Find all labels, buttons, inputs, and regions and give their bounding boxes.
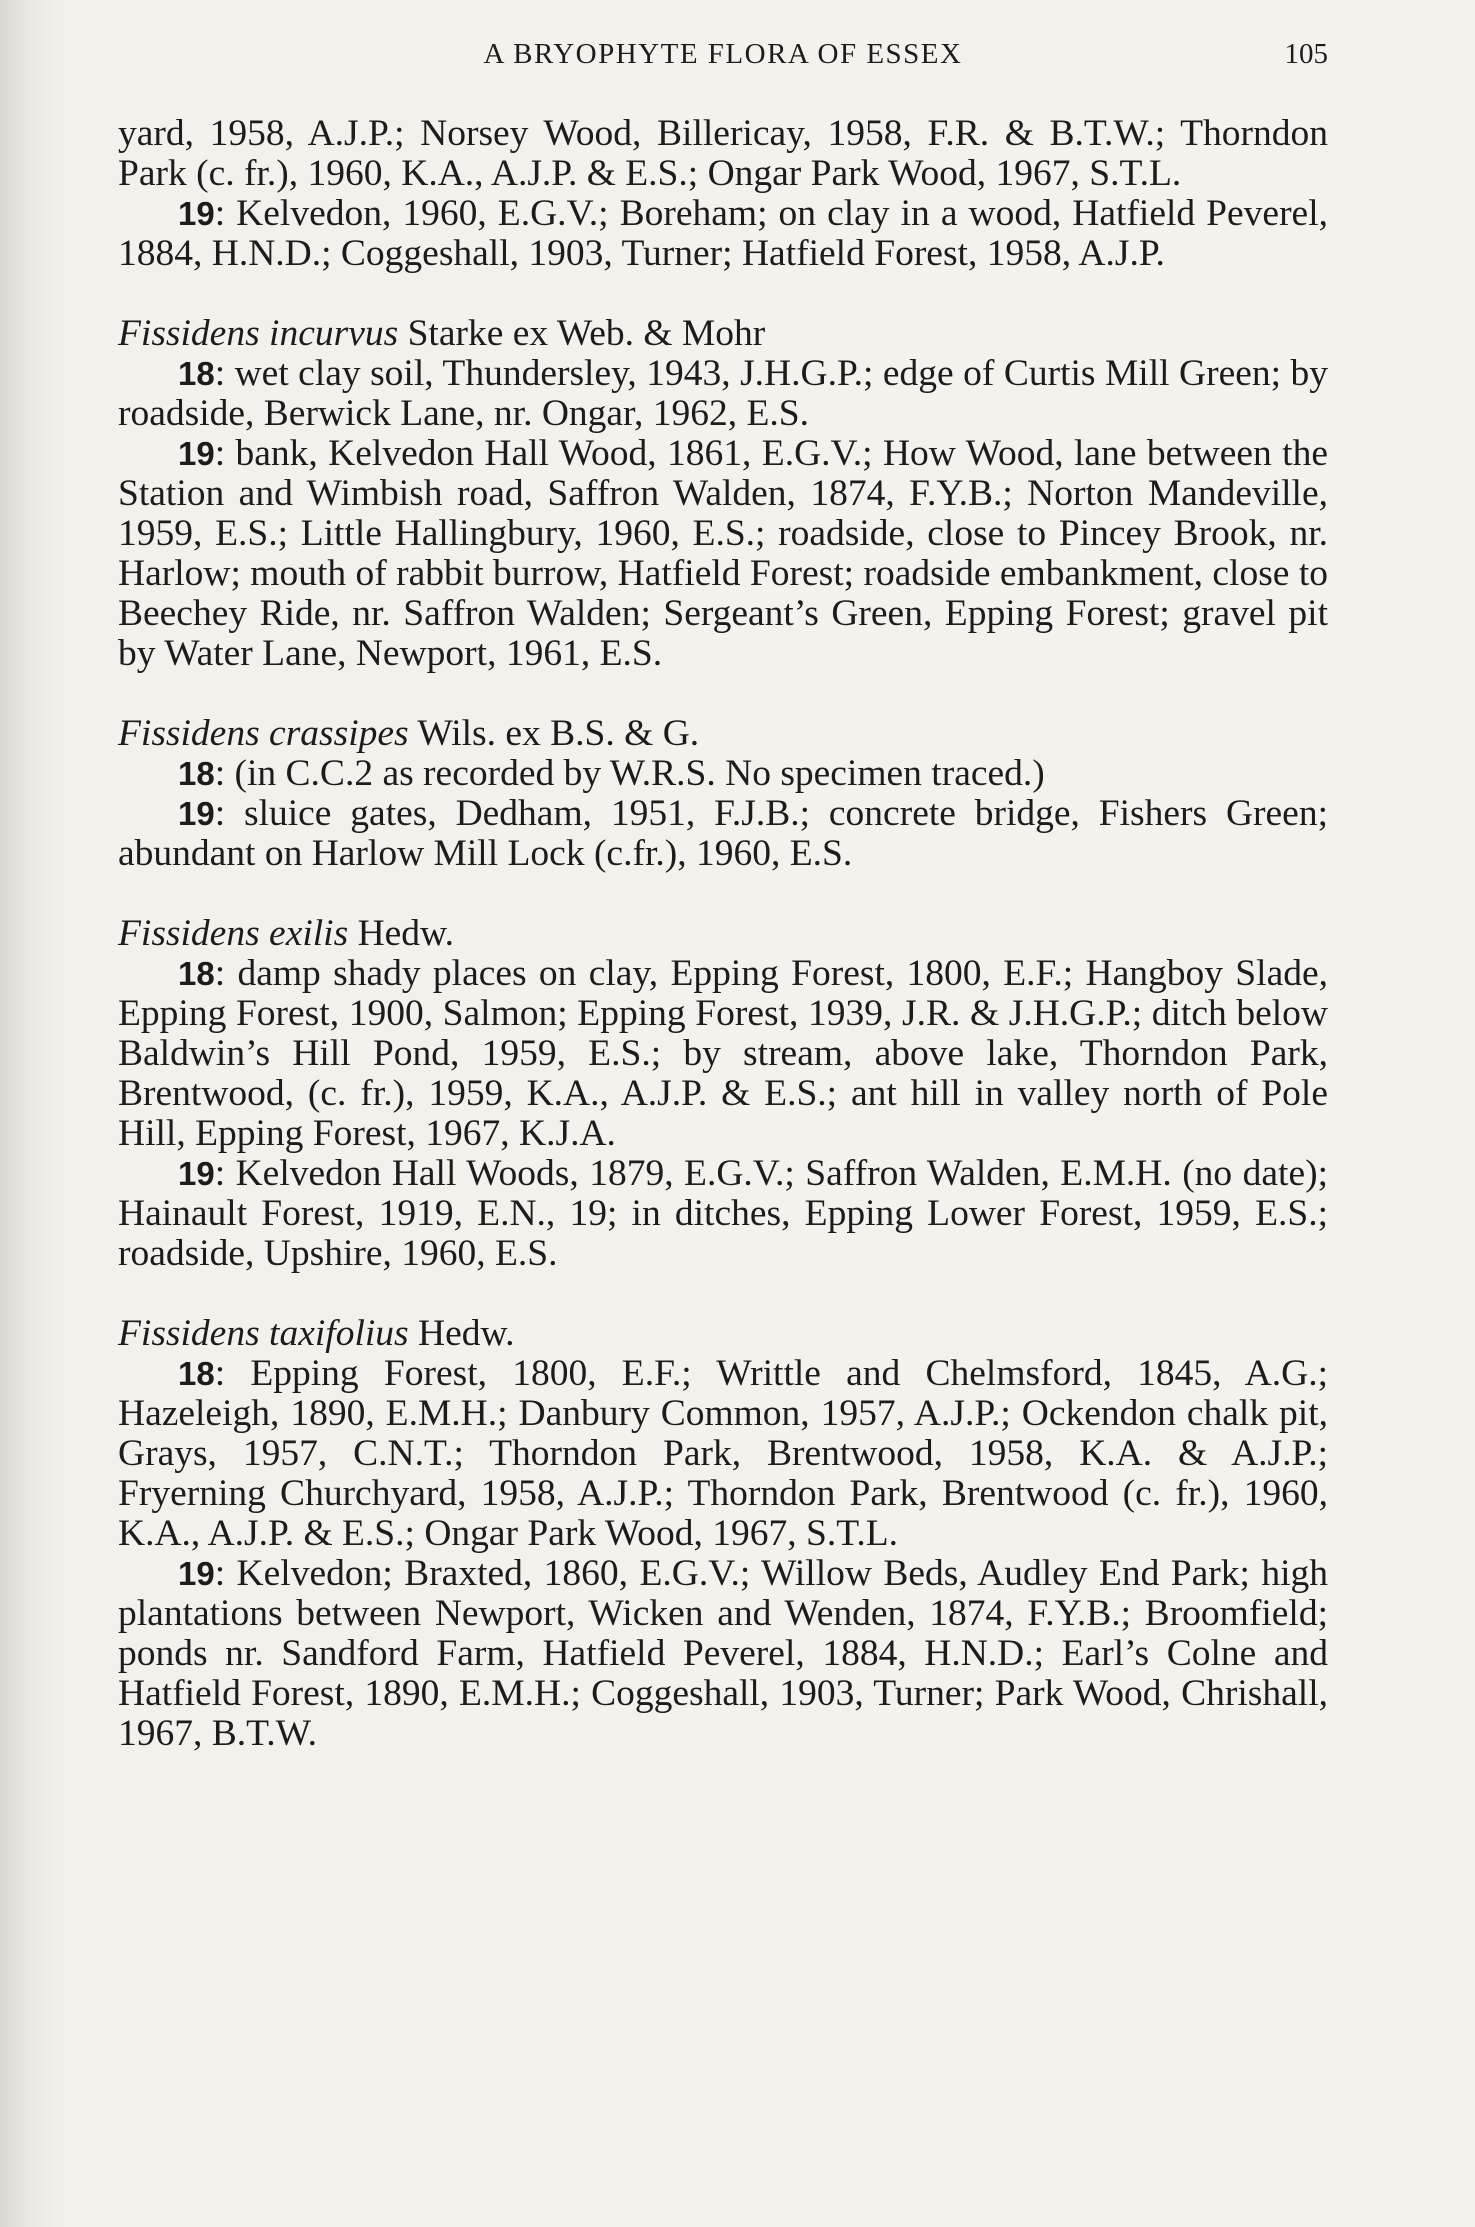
district-number: 19 <box>178 435 215 472</box>
species-authority: Hedw. <box>348 913 455 954</box>
record-text: : Kelvedon, 1960, E.G.V.; Boreham; on clay in a wood, Hatfield Peverel, 1884, H.N.D.; Coggeshall, 1903, Turner; Hatfield Forest, 1958, A.J.P. <box>118 193 1328 274</box>
record-paragraph <box>118 194 1328 274</box>
record-text: : Kelvedon; Braxted, 1860, E.G.V.; Willow Beds, Audley End Park; high plantations between Newport, Wicken and Wenden, 1874, F.Y.B.; Broomfield; ponds nr. Sandford Farm, Hatfield Peverel, 1884, H.N.D.; Earl’s Colne and Hatfield Forest, 1890, E.M.H.; Coggeshall, 1903, Turner; Park Wood, Chrishall, 1967, B.T.W. <box>118 1553 1328 1754</box>
continuation-paragraph: yard, 1958, A.J.P.; Norsey Wood, Billericay, 1958, F.R. & B.T.W.; Thorndon Park (c. fr.), 1960, K.A., A.J.P. & E.S.; Ongar Park Wood, 1967, S.T.L. <box>118 113 1328 194</box>
record-text: : Epping Forest, 1800, E.F.; Writtle and Chelmsford, 1845, A.G.; Hazeleigh, 1890, E.M.H.; Danbury Common, 1957, A.J.P.; Ockendon chalk pit, Grays, 1957, C.N.T.; Thorndon Park, Brentwood, 1958, K.A. & A.J.P.; Fryerning Churchyard, 1958, A.J.P.; Thorndon Park, Brentwood (c. fr.), 1960, K.A., A.J.P. & E.S.; Ongar Park Wood, 1967, S.T.L. <box>118 1353 1328 1554</box>
species-authority: Hedw. <box>408 1313 515 1354</box>
running-head: A BRYOPHYTE FLORA OF ESSEX <box>483 38 963 70</box>
district-number: 19 <box>178 1555 215 1592</box>
district-number: 18 <box>178 755 215 792</box>
species-heading <box>118 914 1328 954</box>
record-paragraph <box>118 354 1328 434</box>
species-authority: Wils. ex B.S. & G. <box>408 713 700 754</box>
district-number: 18 <box>178 355 215 392</box>
record-paragraph <box>118 1154 1328 1274</box>
record-text: : damp shady places on clay, Epping Forest, 1800, E.F.; Hangboy Slade, Epping Forest, 1900, Salmon; Epping Forest, 1939, J.R. & J.H.G.P.; ditch below Baldwin’s Hill Pond, 1959, E.S.; by stream, above lake, Thorndon Park, Brentwood, (c. fr.), 1959, K.A., A.J.P. & E.S.; ant hill in valley north of Pole Hill, Epping Forest, 1967, K.J.A. <box>118 953 1328 1154</box>
species-heading <box>118 1314 1328 1354</box>
record-text: : bank, Kelvedon Hall Wood, 1861, E.G.V.; How Wood, lane between the Station and Wimbish road, Saffron Walden, 1874, F.Y.B.; Norton Mandeville, 1959, E.S.; Little Hallingbury, 1960, E.S.; roadside, close to Pincey Brook, nr. Harlow; mouth of rabbit burrow, Hatfield Forest; roadside embankment, close to Beechey Ride, nr. Saffron Walden; Sergeant’s Green, Epping Forest; gravel pit by Water Lane, Newport, 1961, E.S. <box>118 433 1328 674</box>
district-number: 18 <box>178 955 215 992</box>
species-name: Fissidens taxifolius <box>118 1313 409 1354</box>
record-paragraph <box>118 1354 1328 1554</box>
species-name: Fissidens incurvus <box>118 313 399 354</box>
species-authority: Starke ex Web. & Mohr <box>398 313 766 354</box>
district-number: 19 <box>178 195 215 232</box>
record-paragraph <box>118 794 1328 874</box>
page-header <box>118 38 1328 78</box>
record-paragraph <box>118 754 1328 794</box>
species-heading <box>118 714 1328 754</box>
district-number: 19 <box>178 1155 215 1192</box>
species-name: Fissidens exilis <box>118 913 349 954</box>
record-paragraph <box>118 1554 1328 1754</box>
record-text: : Kelvedon Hall Woods, 1879, E.G.V.; Saffron Walden, E.M.H. (no date); Hainault Forest, 1919, E.N., 19; in ditches, Epping Lower Forest, 1959, E.S.; roadside, Upshire, 1960, E.S. <box>118 1153 1328 1274</box>
body-text <box>118 114 1328 1754</box>
page-number: 105 <box>1284 38 1328 70</box>
district-number: 19 <box>178 795 215 832</box>
record-text: : wet clay soil, Thundersley, 1943, J.H.G.P.; edge of Curtis Mill Green; by roadside, Berwick Lane, nr. Ongar, 1962, E.S. <box>118 353 1328 434</box>
record-paragraph <box>118 954 1328 1154</box>
record-text: : (in C.C.2 as recorded by W.R.S. No specimen traced.) <box>214 753 1045 794</box>
district-number: 18 <box>178 1355 215 1392</box>
record-paragraph <box>118 434 1328 674</box>
species-name: Fissidens crassipes <box>118 713 409 754</box>
record-text: : sluice gates, Dedham, 1951, F.J.B.; concrete bridge, Fishers Green; abundant on Harlow Mill Lock (c.fr.), 1960, E.S. <box>118 793 1328 874</box>
species-heading <box>118 314 1328 354</box>
